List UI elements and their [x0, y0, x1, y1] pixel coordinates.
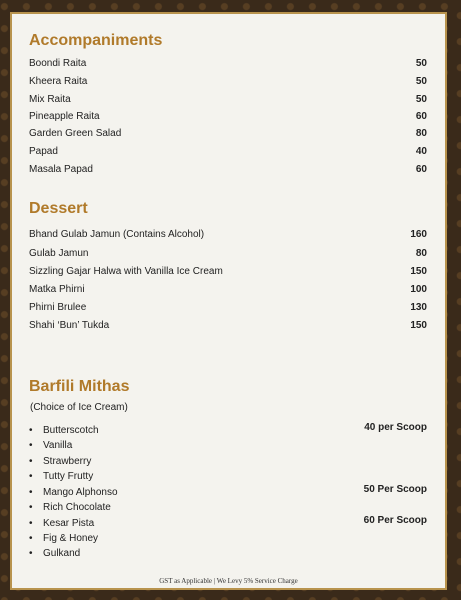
item-name: Matka Phirni	[29, 284, 85, 295]
bullet-icon: •	[29, 533, 33, 544]
list-item	[29, 76, 427, 92]
bullet-icon: •	[29, 548, 33, 559]
item-name: Boondi Raita	[29, 58, 87, 69]
item-price: 160	[410, 229, 427, 240]
item-name: Sizzling Gajar Halwa with Vanilla Ice Cream	[29, 266, 223, 277]
bullet-icon: •	[29, 425, 33, 436]
dessert-heading: Dessert	[29, 200, 88, 217]
list-item	[29, 548, 427, 563]
item-price: 40 per Scoop	[364, 422, 427, 433]
barfili-heading: Barfili Mithas	[29, 378, 130, 395]
item-name: Bhand Gulab Jamun (Contains Alcohol)	[29, 229, 205, 240]
footer-note: GST as Applicable | We Levy 5% Service Charge	[159, 577, 298, 585]
item-name: Mix Raita	[29, 94, 71, 105]
item-price: 60	[415, 164, 427, 175]
item-name: Pineapple Raita	[29, 111, 100, 122]
bullet-icon: •	[29, 487, 33, 498]
list-item	[29, 146, 427, 162]
list-item	[29, 229, 427, 245]
item-name: Butterscotch	[43, 425, 99, 436]
item-price: 40	[415, 146, 427, 157]
item-price: 80	[415, 248, 427, 259]
list-item	[29, 422, 427, 440]
list-item	[29, 128, 427, 144]
item-price: 80	[415, 128, 427, 139]
list-item	[29, 284, 427, 300]
item-name: Kheera Raita	[29, 76, 88, 87]
item-name: Phirni Brulee	[29, 302, 87, 313]
item-price: 150	[410, 320, 427, 331]
bullet-icon: •	[29, 456, 33, 467]
accompaniments-heading: Accompaniments	[29, 32, 163, 49]
list-item	[29, 484, 427, 502]
item-name: Garden Green Salad	[29, 128, 122, 139]
item-name: Strawberry	[43, 456, 92, 467]
item-price: 50	[415, 58, 427, 69]
bullet-icon: •	[29, 440, 33, 451]
list-item	[29, 440, 427, 455]
list-item	[29, 302, 427, 318]
list-item	[29, 94, 427, 110]
item-name: Papad	[29, 146, 58, 157]
bullet-icon: •	[29, 502, 33, 513]
item-name: Tutty Frutty	[43, 471, 94, 482]
item-price: 60 Per Scoop	[363, 515, 427, 526]
menu-page	[10, 12, 447, 590]
list-item	[29, 533, 427, 548]
item-name: Shahi ‘Bun’ Tukda	[29, 320, 110, 331]
item-name: Mango Alphonso	[43, 487, 118, 498]
bullet-icon: •	[29, 518, 33, 529]
list-item	[29, 266, 427, 282]
item-price: 100	[410, 284, 427, 295]
item-name: Gulkand	[43, 548, 81, 559]
list-item	[29, 515, 427, 533]
item-price: 50	[415, 76, 427, 87]
item-name: Masala Papad	[29, 164, 93, 175]
list-item	[29, 248, 427, 264]
item-price: 60	[415, 111, 427, 122]
item-price: 130	[410, 302, 427, 313]
item-name: Gulab Jamun	[29, 248, 89, 259]
list-item	[29, 320, 427, 336]
item-name: Fig & Honey	[43, 533, 99, 544]
list-item	[29, 58, 427, 74]
item-name: Rich Chocolate	[43, 502, 111, 513]
bullet-icon: •	[29, 471, 33, 482]
list-item	[29, 164, 427, 180]
item-price: 50	[415, 94, 427, 105]
item-name: Kesar Pista	[43, 518, 95, 529]
item-price: 50 Per Scoop	[363, 484, 427, 495]
item-price: 150	[410, 266, 427, 277]
item-name: Vanilla	[43, 440, 73, 451]
list-item	[29, 456, 427, 471]
barfili-subtitle: (Choice of Ice Cream)	[30, 402, 128, 413]
list-item	[29, 111, 427, 127]
